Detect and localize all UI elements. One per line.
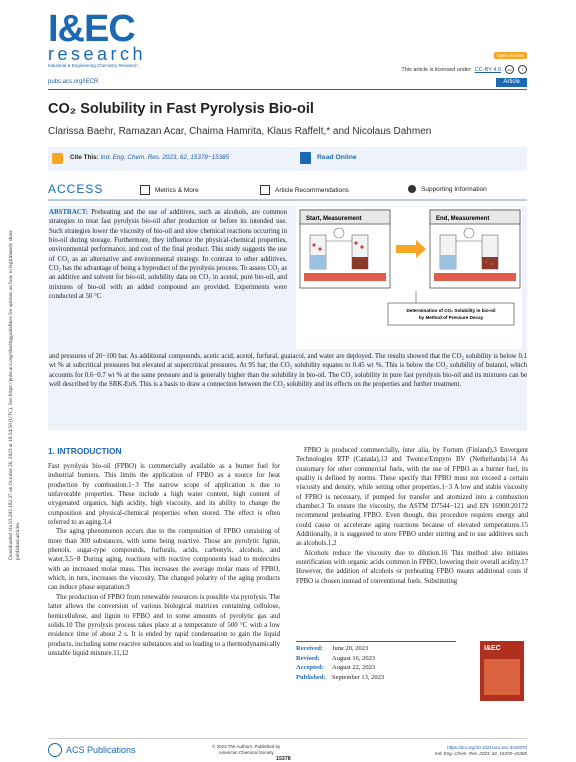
open-access-badge: Open Access <box>494 52 527 59</box>
paragraph: Alcohols reduce the viscosity due to dilution.16 This method also initiates esterification with organic acids common in FPBO, lowering their overall acidity.17 However, the addition of alcohols or preheating FPBO means additional costs if FPBO is chosen instead of conventional fuels. Substituting <box>296 549 528 585</box>
abstract-part1: Preheating and the use of additives, such as alcohols, are common strategies to treat fast pyrolysis bio-oil after production or before its intended use. Such strategies lower the viscosity of bio-oil and slow chemical reactions occurring in bio-oil during storage. Furthermore, they influence the physical-chemical properties, environmental performance, and cost of the final product. This study suggests the use of CO₂ as an alternative and environmental strategy. In contrast to other additives, CO₂ has the advantage of being a byproduct of the pyrolysis process. To assess CO₂ as an additive and solvent for bio-oil, solubility data on CO₂ in acetol, pure bio-oil, and mixtures of bio-oil with an added compound are provided. Experiments were conducted at 50 °C <box>49 209 287 301</box>
journal-logo-tagline: Industrial & Engineering Chemistry Research <box>48 63 138 68</box>
dates-divider <box>296 641 456 642</box>
header-divider <box>48 89 527 90</box>
revised-label: Revised: <box>296 654 320 662</box>
supporting-info-icon <box>408 185 416 193</box>
journal-cover-thumbnail[interactable] <box>480 641 524 701</box>
by-icon: i <box>518 65 527 74</box>
footer-citation <box>435 745 527 757</box>
acs-logo-icon <box>48 743 62 757</box>
metrics-button[interactable] <box>140 185 199 195</box>
publisher-name: ACS Publications <box>66 745 136 755</box>
journal-url-link[interactable]: pubs.acs.org/IECR <box>48 79 99 85</box>
article-dates <box>296 644 384 682</box>
recommendations-label: Article Recommendations <box>275 186 350 194</box>
revised-date: August 16, 2023 <box>332 654 376 662</box>
received-date: June 20, 2023 <box>332 645 369 652</box>
footer-divider <box>48 738 527 739</box>
article-type-label: Article <box>496 78 527 87</box>
read-online-icon[interactable] <box>300 152 311 164</box>
paragraph: The aging phenomenon occurs due to the composition of FPBO consisting of more than 300 substances, with some being reactive. Those are pyrolytic lignin, phenols, sugar-type compounds, furfurals, acids, carbonyls, alcohols, and water.3,5−8 During aging, reactions with reactive components lead to molecules with an increased molar mass. This increases the average molar mass of FPBO, which, in turn, increases the viscosity. The changed polarity of the aging products can induce phase separation.9 <box>48 528 280 592</box>
access-heading: ACCESS <box>48 182 104 196</box>
abstract-label: ABSTRACT: <box>49 209 89 216</box>
cite-reference[interactable]: Ind. Eng. Chem. Res. 2023, 62, 15378−15385 <box>100 154 230 161</box>
received-label: Received: <box>296 645 324 652</box>
toc-start-label: Start, Measurement <box>306 216 362 222</box>
copyright-line2: American Chemical Society <box>218 750 274 755</box>
toc-end-label: End, Measurement <box>436 216 490 222</box>
toc-graphic[interactable] <box>296 207 522 349</box>
cite-label: Cite This: <box>70 154 99 161</box>
footer-reference: Ind. Eng. Chem. Res. 2023, 62, 15378−15385 <box>435 751 527 756</box>
toc-caption-line2: by Method of Pressure Decay <box>418 315 484 320</box>
article-title: CO₂ Solubility in Fast Pyrolysis Bio-oil <box>48 101 314 117</box>
abstract-text <box>49 208 287 301</box>
paragraph: Fast pyrolysis bio-oil (FPBO) is commercially available as a burner fuel for industrial burners. This limits the application of FPBO as a source for heat production by combustion.1−3 The narrow scope of application is due to unfavorable properties. These include a high water content, high content of oxygenated organics, high acidity, high viscosity, and its ability to change the composition and physical-chemical properties when stored. The effect is often referred to as aging.3,4 <box>48 463 280 527</box>
license-link[interactable]: CC-BY 4.0 <box>474 66 501 73</box>
author-list[interactable]: Clarissa Baehr, Ramazan Acar, Chaima Hamrita, Klaus Raffelt,* and Nicolaus Dahmen <box>48 126 432 137</box>
metrics-label: Metrics & More <box>155 186 199 194</box>
recommendations-button[interactable] <box>260 185 349 195</box>
copyright <box>212 744 280 756</box>
paragraph: The production of FPBO from renewable resources is possible via pyrolysis. The latter allows the conversion of various biological matrices containing cellulose, hemicellulose, and lignin to FPBO and to some amounts of pyrolytic gas and solids.10 The pyrolysis process takes place at a temperature of 500 °C with a low residence time of about 2 s. It is ended by rapid condensation to gain the liquid products, including some reactive substances and so leading to a thermodynamically unstable liquid mixture.11,12 <box>48 593 280 657</box>
supporting-info-label: Supporting Information <box>421 185 487 193</box>
published-label: Published: <box>296 673 326 681</box>
right-column <box>296 446 528 586</box>
recommendations-icon <box>260 185 270 195</box>
accepted-label: Accepted: <box>296 664 324 672</box>
page-number: 15378 <box>276 756 291 762</box>
copyright-line1: © 2023 The Authors. Published by <box>212 744 281 749</box>
supporting-info-button[interactable] <box>408 185 487 193</box>
download-note <box>8 230 22 560</box>
paragraph: FPBO is produced commercially, inter alia, by Fortum (Finland),3 Envergent Technologies RTP (Canada),13 and Twence/Empyro BV (Netherlands).14 As customary for other commercial fuels, with the use of FPBO as a burner fuel, its quality is defined by norms. These specify that FPBO must not exceed a certain viscosity and density, while setting other properties.1−3 A low and stable viscosity of FPBO is necessary, if pumped for transfer and atomized into a combustion chamber.3 To ensure the viscosity, the ASTM D7544−121 and EN 16900:20172 recommend preheating FPBO. Even though, this procedure requires energy and could cause or accelerate aging reactions because of elevated temperatures.15 Additionally, it is suggested to store FPBO under stirring and to use additives such as alcohols.1,2 <box>296 447 528 548</box>
cc-icon: cc <box>505 65 514 74</box>
license-text: This article is licensed under <box>401 66 471 73</box>
cite-icon[interactable] <box>52 153 63 164</box>
license-statement <box>401 65 527 74</box>
download-note-text: Downloaded via 93.202.182.37 on October 26, 2023 at 10:54:58 (UTC). See https://pubs.acs.org/sharingguidelines for options on how to legitimately share published articles. <box>8 230 21 560</box>
left-column <box>48 462 280 658</box>
section-heading-introduction: 1. INTRODUCTION <box>48 446 122 456</box>
cover-logo: I&EC <box>484 645 501 652</box>
doi-link[interactable]: https://doi.org/10.1021/acs.iecr.3c02070 <box>447 745 527 750</box>
journal-logo[interactable]: I&EC <box>48 8 135 50</box>
read-online-button[interactable]: Read Online <box>317 154 357 161</box>
toc-caption-line1: Determination of CO₂ Solubility in bio-oil <box>406 308 496 313</box>
accepted-date: August 22, 2023 <box>332 664 376 672</box>
abstract-continuation: and pressures of 20−100 bar. As additional compounds, acetic acid, acetol, furfural, guaiacol, and water are deployed. The results showed that the CO₂ solubility is below 0.1 wt % at subcritical pressures but elevated at supercritical pressures. At 95 bar, the CO₂ solubility equates to 0.45 wt %. This is below the CO₂ solubility of butanol, which accounts for 0.6−0.7 wt % at the same pressure and is generally higher than the solubility in bio-oil. The CO₂ solubility in pure fast pyrolysis bio-oil and its mixtures can be well described by the SRK-EoS. This is a basis to draw a connection between the CO₂ solubility and its effects on the properties and further treatment. <box>49 353 527 389</box>
access-divider <box>48 199 527 201</box>
cite-this[interactable] <box>70 154 229 161</box>
acs-publications-logo[interactable] <box>48 743 136 757</box>
metrics-icon <box>140 185 150 195</box>
published-date: September 13, 2023 <box>332 673 385 681</box>
journal-logo-subtitle: research <box>48 44 147 64</box>
